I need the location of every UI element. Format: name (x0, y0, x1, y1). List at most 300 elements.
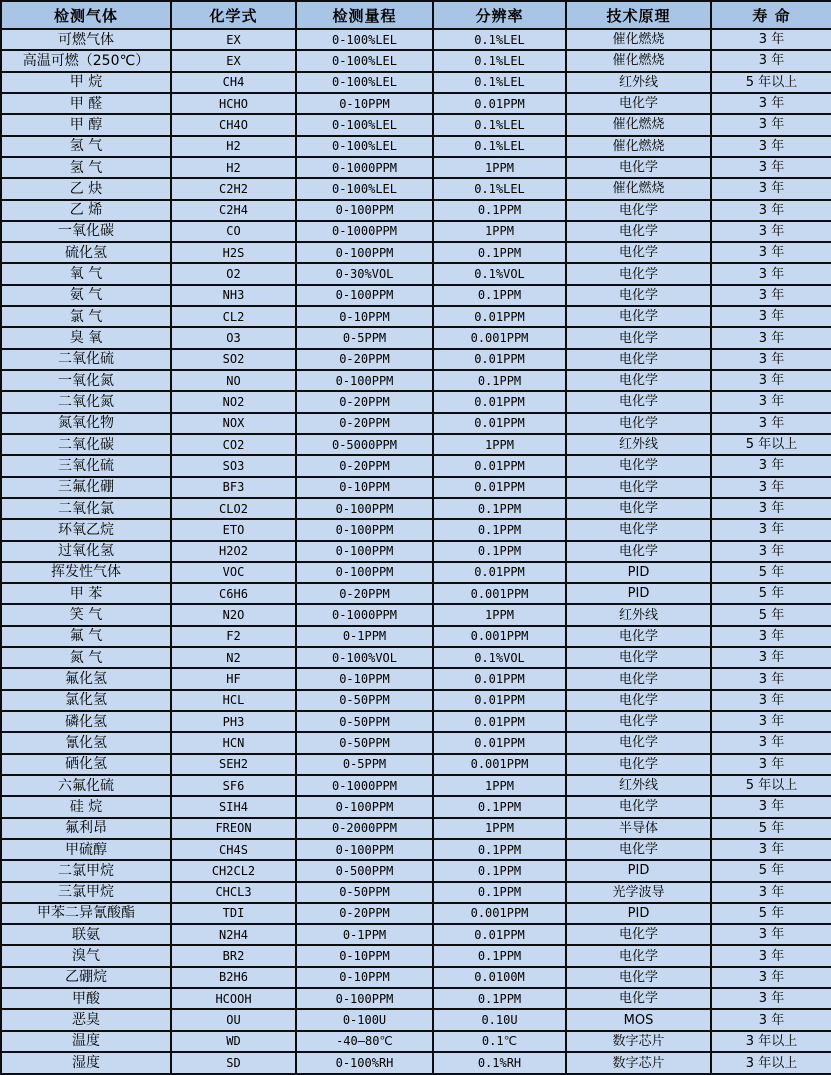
cell-lifespan: 5 年 (711, 818, 831, 839)
cell-range: 0-100%LEL (296, 114, 433, 135)
cell-gas: 氯化氢 (1, 690, 171, 711)
table-row (1, 711, 831, 732)
cell-gas: 甲 烷 (1, 72, 171, 93)
cell-lifespan: 5 年以上 (711, 775, 831, 796)
cell-formula: CO (171, 221, 296, 242)
cell-formula: CH4S (171, 839, 296, 860)
cell-gas: 甲 苯 (1, 583, 171, 604)
cell-principle: 数字芯片 (566, 1052, 711, 1074)
cell-principle: 半导体 (566, 818, 711, 839)
cell-formula: NO (171, 370, 296, 391)
cell-formula: HF (171, 668, 296, 689)
cell-resolution: 0.1PPM (433, 796, 566, 817)
cell-principle: 电化学 (566, 285, 711, 306)
table-row (1, 327, 831, 348)
table-row (1, 178, 831, 199)
cell-resolution: 0.1%LEL (433, 114, 566, 135)
cell-gas: 乙 炔 (1, 178, 171, 199)
cell-lifespan: 3 年 (711, 498, 831, 519)
cell-gas: 甲苯二异氰酸酯 (1, 903, 171, 924)
header-range: 检测量程 (296, 1, 433, 29)
cell-gas: 二氧化硫 (1, 349, 171, 370)
cell-lifespan: 3 年以上 (711, 1031, 831, 1052)
cell-gas: 高温可燃（250℃） (1, 50, 171, 71)
cell-resolution: 0.1PPM (433, 242, 566, 263)
cell-range: 0-100%VOL (296, 647, 433, 668)
cell-formula: EX (171, 29, 296, 50)
table-row (1, 434, 831, 455)
cell-principle: 电化学 (566, 263, 711, 284)
cell-range: 0-10PPM (296, 967, 433, 988)
cell-gas: 臭 氧 (1, 327, 171, 348)
cell-principle: 红外线 (566, 434, 711, 455)
cell-principle: 红外线 (566, 72, 711, 93)
cell-range: 0-10PPM (296, 945, 433, 966)
cell-formula: PH3 (171, 711, 296, 732)
cell-resolution: 0.1PPM (433, 498, 566, 519)
cell-gas: 二氧化氮 (1, 391, 171, 412)
cell-principle: 电化学 (566, 200, 711, 221)
table-row (1, 29, 831, 50)
cell-range: 0-30%VOL (296, 263, 433, 284)
table-row (1, 50, 831, 71)
cell-resolution: 0.10U (433, 1009, 566, 1030)
cell-range: 0-100PPM (296, 562, 433, 583)
cell-range: 0-50PPM (296, 711, 433, 732)
cell-formula: HCL (171, 690, 296, 711)
cell-formula: HCOOH (171, 988, 296, 1009)
cell-lifespan: 3 年 (711, 690, 831, 711)
cell-formula: BF3 (171, 477, 296, 498)
cell-formula: C2H4 (171, 200, 296, 221)
table-row (1, 626, 831, 647)
cell-formula: HCHO (171, 93, 296, 114)
cell-range: 0-100%LEL (296, 72, 433, 93)
cell-resolution: 0.01PPM (433, 306, 566, 327)
cell-formula: VOC (171, 562, 296, 583)
cell-formula: H2 (171, 136, 296, 157)
cell-gas: 二氯甲烷 (1, 860, 171, 881)
cell-gas: 硅 烷 (1, 796, 171, 817)
cell-lifespan: 3 年 (711, 668, 831, 689)
cell-gas: 温度 (1, 1031, 171, 1052)
table-row (1, 775, 831, 796)
cell-principle: 电化学 (566, 711, 711, 732)
cell-range: 0-100PPM (296, 796, 433, 817)
table-row (1, 349, 831, 370)
cell-lifespan: 3 年 (711, 93, 831, 114)
table-row (1, 242, 831, 263)
cell-resolution: 0.1%LEL (433, 29, 566, 50)
cell-principle: PID (566, 860, 711, 881)
cell-resolution: 1PPM (433, 434, 566, 455)
cell-lifespan: 5 年 (711, 562, 831, 583)
cell-range: 0-100%LEL (296, 178, 433, 199)
cell-lifespan: 5 年 (711, 860, 831, 881)
cell-lifespan: 3 年 (711, 519, 831, 540)
cell-lifespan: 3 年 (711, 157, 831, 178)
cell-formula: H2O2 (171, 541, 296, 562)
cell-principle: 电化学 (566, 93, 711, 114)
cell-range: 0-100PPM (296, 200, 433, 221)
cell-formula: C2H2 (171, 178, 296, 199)
table-row (1, 93, 831, 114)
table-row (1, 391, 831, 412)
cell-principle: 电化学 (566, 732, 711, 753)
cell-range: 0-10PPM (296, 668, 433, 689)
cell-resolution: 0.1PPM (433, 839, 566, 860)
cell-resolution: 0.01PPM (433, 455, 566, 476)
cell-lifespan: 3 年 (711, 924, 831, 945)
cell-gas: 氮氧化物 (1, 413, 171, 434)
cell-gas: 环氧乙烷 (1, 519, 171, 540)
cell-gas: 氢 气 (1, 157, 171, 178)
cell-principle: 电化学 (566, 327, 711, 348)
cell-principle: 电化学 (566, 668, 711, 689)
cell-gas: 二氧化氯 (1, 498, 171, 519)
cell-range: 0-100PPM (296, 839, 433, 860)
header-resolution: 分辨率 (433, 1, 566, 29)
header-principle: 技术原理 (566, 1, 711, 29)
cell-lifespan: 3 年 (711, 967, 831, 988)
table-row (1, 796, 831, 817)
cell-gas: 乙硼烷 (1, 967, 171, 988)
cell-range: 0-50PPM (296, 882, 433, 903)
table-row (1, 306, 831, 327)
cell-principle: 催化燃烧 (566, 136, 711, 157)
cell-formula: SEH2 (171, 754, 296, 775)
cell-lifespan: 5 年 (711, 903, 831, 924)
cell-range: 0-1000PPM (296, 775, 433, 796)
cell-resolution: 0.1%LEL (433, 136, 566, 157)
cell-formula: EX (171, 50, 296, 71)
table-body (1, 29, 831, 1074)
cell-principle: 催化燃烧 (566, 50, 711, 71)
table-row (1, 136, 831, 157)
cell-range: 0-100%LEL (296, 29, 433, 50)
cell-range: 0-1000PPM (296, 157, 433, 178)
cell-resolution: 0.001PPM (433, 903, 566, 924)
cell-gas: 六氟化硫 (1, 775, 171, 796)
cell-lifespan: 3 年 (711, 200, 831, 221)
cell-lifespan: 3 年 (711, 391, 831, 412)
cell-gas: 联氨 (1, 924, 171, 945)
table-row (1, 285, 831, 306)
cell-range: 0-20PPM (296, 903, 433, 924)
table-row (1, 988, 831, 1009)
cell-formula: CLO2 (171, 498, 296, 519)
cell-principle: 电化学 (566, 796, 711, 817)
table-row (1, 818, 831, 839)
cell-principle: 电化学 (566, 349, 711, 370)
cell-formula: SD (171, 1052, 296, 1074)
cell-resolution: 0.1PPM (433, 370, 566, 391)
cell-gas: 笑 气 (1, 604, 171, 625)
cell-range: 0-50PPM (296, 690, 433, 711)
cell-gas: 氢 气 (1, 136, 171, 157)
cell-gas: 氮 气 (1, 647, 171, 668)
cell-principle: 电化学 (566, 967, 711, 988)
table-row (1, 1009, 831, 1030)
cell-formula: CO2 (171, 434, 296, 455)
cell-formula: BR2 (171, 945, 296, 966)
cell-principle: 电化学 (566, 541, 711, 562)
cell-resolution: 0.1PPM (433, 519, 566, 540)
cell-range: 0-100PPM (296, 242, 433, 263)
cell-lifespan: 3 年 (711, 988, 831, 1009)
cell-resolution: 0.1%VOL (433, 647, 566, 668)
cell-lifespan: 5 年以上 (711, 72, 831, 93)
cell-gas: 恶臭 (1, 1009, 171, 1030)
cell-principle: 红外线 (566, 604, 711, 625)
cell-resolution: 0.01PPM (433, 477, 566, 498)
cell-range: 0-1000PPM (296, 604, 433, 625)
cell-gas: 磷化氢 (1, 711, 171, 732)
cell-principle: 电化学 (566, 498, 711, 519)
cell-resolution: 0.1℃ (433, 1031, 566, 1052)
table-row (1, 754, 831, 775)
cell-resolution: 0.1PPM (433, 285, 566, 306)
cell-resolution: 0.01PPM (433, 93, 566, 114)
cell-resolution: 0.01PPM (433, 562, 566, 583)
table-header (1, 1, 831, 29)
cell-formula: SIH4 (171, 796, 296, 817)
cell-range: 0-100PPM (296, 285, 433, 306)
cell-principle: 电化学 (566, 839, 711, 860)
cell-gas: 三氟化硼 (1, 477, 171, 498)
cell-formula: NOX (171, 413, 296, 434)
cell-principle: 电化学 (566, 924, 711, 945)
cell-resolution: 0.01PPM (433, 391, 566, 412)
cell-gas: 硫化氢 (1, 242, 171, 263)
cell-formula: O3 (171, 327, 296, 348)
cell-lifespan: 3 年以上 (711, 1052, 831, 1074)
cell-principle: PID (566, 903, 711, 924)
cell-formula: CH2CL2 (171, 860, 296, 881)
cell-formula: CH4O (171, 114, 296, 135)
cell-principle: 催化燃烧 (566, 29, 711, 50)
cell-lifespan: 3 年 (711, 541, 831, 562)
header-gas: 检测气体 (1, 1, 171, 29)
cell-range: 0-10PPM (296, 306, 433, 327)
cell-principle: 催化燃烧 (566, 178, 711, 199)
cell-lifespan: 3 年 (711, 178, 831, 199)
cell-formula: NH3 (171, 285, 296, 306)
cell-lifespan: 3 年 (711, 306, 831, 327)
cell-formula: H2S (171, 242, 296, 263)
table-row (1, 1031, 831, 1052)
cell-lifespan: 3 年 (711, 114, 831, 135)
cell-range: 0-100U (296, 1009, 433, 1030)
cell-gas: 氰化氢 (1, 732, 171, 753)
cell-range: 0-10PPM (296, 93, 433, 114)
cell-lifespan: 3 年 (711, 29, 831, 50)
cell-lifespan: 3 年 (711, 327, 831, 348)
cell-resolution: 0.1PPM (433, 860, 566, 881)
table-row (1, 647, 831, 668)
cell-resolution: 0.1PPM (433, 541, 566, 562)
cell-formula: H2 (171, 157, 296, 178)
table-row (1, 967, 831, 988)
cell-range: 0-5000PPM (296, 434, 433, 455)
cell-formula: WD (171, 1031, 296, 1052)
cell-formula: CH4 (171, 72, 296, 93)
cell-formula: TDI (171, 903, 296, 924)
table-row (1, 945, 831, 966)
cell-range: 0-500PPM (296, 860, 433, 881)
cell-lifespan: 3 年 (711, 263, 831, 284)
cell-gas: 一氧化氮 (1, 370, 171, 391)
table-row (1, 882, 831, 903)
cell-gas: 挥发性气体 (1, 562, 171, 583)
table-row (1, 583, 831, 604)
cell-principle: PID (566, 583, 711, 604)
table-row (1, 200, 831, 221)
cell-formula: SO3 (171, 455, 296, 476)
cell-principle: 电化学 (566, 647, 711, 668)
cell-formula: O2 (171, 263, 296, 284)
cell-range: 0-100%LEL (296, 136, 433, 157)
cell-gas: 乙 烯 (1, 200, 171, 221)
header-row (1, 1, 831, 29)
cell-lifespan: 3 年 (711, 945, 831, 966)
cell-resolution: 0.1PPM (433, 945, 566, 966)
cell-gas: 一氧化碳 (1, 221, 171, 242)
cell-resolution: 1PPM (433, 818, 566, 839)
cell-resolution: 0.1%VOL (433, 263, 566, 284)
table-row (1, 541, 831, 562)
cell-gas: 二氧化碳 (1, 434, 171, 455)
cell-resolution: 0.001PPM (433, 583, 566, 604)
cell-resolution: 0.0100M (433, 967, 566, 988)
cell-principle: 催化燃烧 (566, 114, 711, 135)
cell-formula: N2H4 (171, 924, 296, 945)
cell-range: 0-20PPM (296, 349, 433, 370)
cell-gas: 氟 气 (1, 626, 171, 647)
header-lifespan: 寿 命 (711, 1, 831, 29)
cell-lifespan: 3 年 (711, 50, 831, 71)
cell-lifespan: 3 年 (711, 413, 831, 434)
table-row (1, 413, 831, 434)
cell-range: 0-2000PPM (296, 818, 433, 839)
cell-range: 0-1PPM (296, 626, 433, 647)
cell-principle: 电化学 (566, 455, 711, 476)
cell-gas: 氯 气 (1, 306, 171, 327)
cell-principle: 电化学 (566, 988, 711, 1009)
cell-gas: 甲 醛 (1, 93, 171, 114)
cell-formula: N2O (171, 604, 296, 625)
cell-principle: 电化学 (566, 306, 711, 327)
cell-range: 0-5PPM (296, 754, 433, 775)
table-row (1, 732, 831, 753)
cell-resolution: 0.1%LEL (433, 50, 566, 71)
cell-lifespan: 3 年 (711, 839, 831, 860)
cell-range: 0-1000PPM (296, 221, 433, 242)
cell-gas: 三氧化硫 (1, 455, 171, 476)
cell-resolution: 1PPM (433, 604, 566, 625)
cell-range: 0-100PPM (296, 519, 433, 540)
table-row (1, 860, 831, 881)
cell-lifespan: 5 年以上 (711, 434, 831, 455)
cell-principle: 红外线 (566, 775, 711, 796)
table-row (1, 370, 831, 391)
cell-formula: CL2 (171, 306, 296, 327)
table-row (1, 498, 831, 519)
table-row (1, 690, 831, 711)
cell-resolution: 0.1%LEL (433, 72, 566, 93)
cell-gas: 溴气 (1, 945, 171, 966)
cell-lifespan: 3 年 (711, 796, 831, 817)
table-row (1, 924, 831, 945)
cell-formula: ETO (171, 519, 296, 540)
table-row (1, 114, 831, 135)
table-row (1, 455, 831, 476)
table-row (1, 221, 831, 242)
table-row (1, 157, 831, 178)
cell-principle: 数字芯片 (566, 1031, 711, 1052)
cell-resolution: 1PPM (433, 775, 566, 796)
cell-principle: 电化学 (566, 391, 711, 412)
cell-formula: NO2 (171, 391, 296, 412)
cell-resolution: 0.01PPM (433, 924, 566, 945)
cell-lifespan: 3 年 (711, 1009, 831, 1030)
cell-principle: 电化学 (566, 221, 711, 242)
cell-lifespan: 3 年 (711, 370, 831, 391)
cell-range: 0-10PPM (296, 477, 433, 498)
cell-gas: 氟化氢 (1, 668, 171, 689)
cell-range: 0-20PPM (296, 583, 433, 604)
table-row (1, 903, 831, 924)
cell-gas: 硒化氢 (1, 754, 171, 775)
cell-lifespan: 3 年 (711, 477, 831, 498)
cell-lifespan: 3 年 (711, 711, 831, 732)
cell-resolution: 0.01PPM (433, 413, 566, 434)
cell-range: 0-100PPM (296, 988, 433, 1009)
cell-formula: FREON (171, 818, 296, 839)
cell-lifespan: 3 年 (711, 285, 831, 306)
cell-range: 0-20PPM (296, 391, 433, 412)
cell-lifespan: 5 年 (711, 604, 831, 625)
cell-gas: 甲 醇 (1, 114, 171, 135)
cell-resolution: 0.01PPM (433, 711, 566, 732)
cell-resolution: 0.01PPM (433, 668, 566, 689)
cell-range: 0-20PPM (296, 455, 433, 476)
cell-gas: 氨 气 (1, 285, 171, 306)
cell-resolution: 0.1%LEL (433, 178, 566, 199)
cell-resolution: 0.1%RH (433, 1052, 566, 1074)
cell-lifespan: 3 年 (711, 647, 831, 668)
cell-principle: 电化学 (566, 754, 711, 775)
cell-range: 0-5PPM (296, 327, 433, 348)
cell-range: -40—80℃ (296, 1031, 433, 1052)
cell-gas: 甲酸 (1, 988, 171, 1009)
cell-formula: N2 (171, 647, 296, 668)
cell-range: 0-100PPM (296, 498, 433, 519)
cell-formula: SF6 (171, 775, 296, 796)
cell-principle: MOS (566, 1009, 711, 1030)
cell-formula: F2 (171, 626, 296, 647)
cell-principle: 电化学 (566, 945, 711, 966)
cell-resolution: 0.01PPM (433, 732, 566, 753)
cell-range: 0-100PPM (296, 541, 433, 562)
cell-formula: OU (171, 1009, 296, 1030)
table-row (1, 604, 831, 625)
table-row (1, 519, 831, 540)
table-row (1, 1052, 831, 1074)
cell-principle: 电化学 (566, 690, 711, 711)
cell-gas: 甲硫醇 (1, 839, 171, 860)
cell-formula: CHCL3 (171, 882, 296, 903)
